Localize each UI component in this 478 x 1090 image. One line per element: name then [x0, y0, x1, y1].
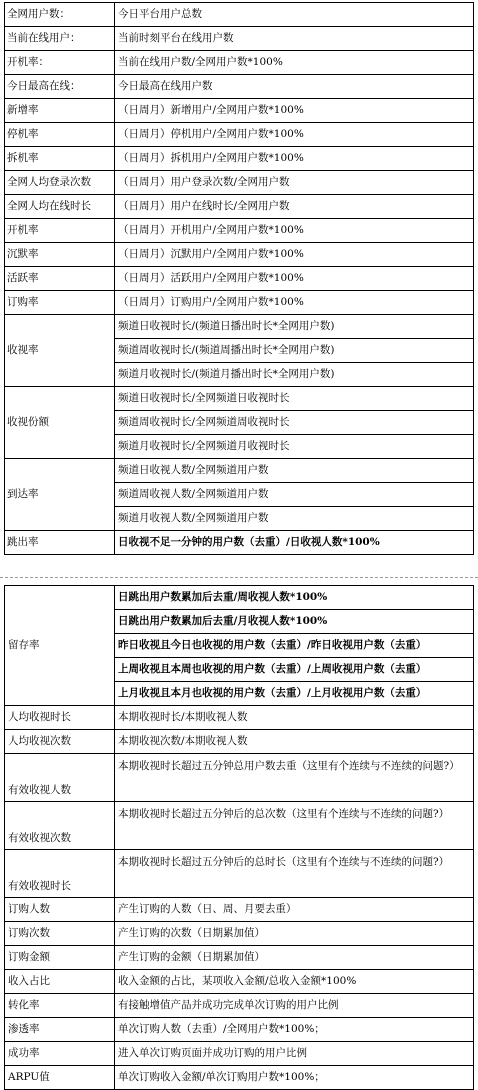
table-row [5, 51, 474, 75]
table-row [5, 586, 474, 610]
metric-name: 停机率 [5, 123, 115, 147]
metric-name: 转化率 [5, 994, 115, 1018]
metric-formula: （日周月）开机用户/全网用户数*100% [115, 219, 474, 243]
metric-name: 有效收视次数 [5, 802, 115, 850]
table-row [5, 387, 474, 411]
metric-formula: 本期收视时长超过五分钟后的总时长（这里有个连续与不连续的问题?） [115, 850, 474, 898]
metric-name: 新增率 [5, 99, 115, 123]
table-row [5, 99, 474, 123]
metric-formula: 日收视不足一分钟的用户数（去重）/日收视人数*100% [115, 531, 474, 555]
metric-formula: 当前时刻平台在线用户数 [115, 27, 474, 51]
table-row [5, 315, 474, 339]
table-row [5, 171, 474, 195]
table-row [5, 850, 474, 898]
metric-formula: 单次订购人数（去重）/全网用户数*100%； [115, 1018, 474, 1042]
metric-name: 渗透率 [5, 1018, 115, 1042]
metric-name: 订购率 [5, 291, 115, 315]
metric-formula: 进入单次订购页面并成功订购的用户比例 [115, 1042, 474, 1066]
metric-formula: 频道周收视时长/(频道周播出时长*全网用户数) [115, 339, 474, 363]
table-row [5, 219, 474, 243]
metric-formula: （日周月）用户在线时长/全网用户数 [115, 195, 474, 219]
metric-formula: 今日最高在线用户数 [115, 75, 474, 99]
metric-name: 全网人均登录次数 [5, 171, 115, 195]
table-row [5, 754, 474, 802]
metric-formula: 单次订购收入金额/单次订购用户数*100%； [115, 1066, 474, 1090]
table-row [5, 802, 474, 850]
metric-name [5, 586, 115, 706]
metric-formula: 昨日收视且今日也收视的用户数（去重）/昨日收视用户数（去重） [115, 634, 474, 658]
table-row [5, 1042, 474, 1066]
metric-formula: 当前在线用户数/全网用户数*100% [115, 51, 474, 75]
metric-formula: 有接触增值产品并成功完成单次订购的用户比例 [115, 994, 474, 1018]
metric-name: 人均收视次数 [5, 730, 115, 754]
table-row [5, 970, 474, 994]
metric-formula: （日周月）停机用户/全网用户数*100% [115, 123, 474, 147]
table-row [5, 195, 474, 219]
metric-name: 沉默率 [5, 243, 115, 267]
table-row [5, 243, 474, 267]
metric-name: 订购人数 [5, 898, 115, 922]
metric-name: 有效收视人数 [5, 754, 115, 802]
metric-formula: （日周月）拆机用户/全网用户数*100% [115, 147, 474, 171]
metric-formula: 日跳出用户数累加后去重/周收视人数*100% [115, 586, 474, 610]
metric-formula: （日周月）新增用户/全网用户数*100% [115, 99, 474, 123]
metric-formula: 产生订购的次数（日期累加值） [115, 922, 474, 946]
metric-name: 全网用户数： [5, 3, 115, 27]
page-break-divider [0, 577, 478, 578]
metric-name: 全网人均在线时长 [5, 195, 115, 219]
metric-formula: 频道日收视时长/(频道日播出时长*全网用户数) [115, 315, 474, 339]
metric-formula: 频道周收视人数/全网频道用户数 [115, 483, 474, 507]
metric-formula: 频道周收视时长/全网频道周收视时长 [115, 411, 474, 435]
metric-name: 到达率 [5, 459, 115, 531]
metric-name: 当前在线用户： [5, 27, 115, 51]
table-row [5, 898, 474, 922]
metric-name: 收视份额 [5, 387, 115, 459]
metric-name: 拆机率 [5, 147, 115, 171]
metric-formula: 日跳出用户数累加后去重/月收视人数*100% [115, 610, 474, 634]
table-row [5, 267, 474, 291]
table-row [5, 459, 474, 483]
metric-formula: 频道月收视时长/(频道月播出时长*全网用户数) [115, 363, 474, 387]
metric-name: 订购次数 [5, 922, 115, 946]
table-row [5, 1018, 474, 1042]
metric-name: ARPU值 [5, 1066, 115, 1090]
metric-formula: 本期收视时长超过五分钟后的总次数（这里有个连续与不连续的问题?） [115, 802, 474, 850]
metric-formula: 产生订购的金额（日期累加值） [115, 946, 474, 970]
metric-formula: （日周月）用户登录次数/全网用户数 [115, 171, 474, 195]
metric-formula: 产生订购的人数（日、周、月要去重） [115, 898, 474, 922]
table-row [5, 706, 474, 730]
metric-formula: 本期收视时长/本期收视人数 [115, 706, 474, 730]
metric-formula: （日周月）活跃用户/全网用户数*100% [115, 267, 474, 291]
metric-name: 开机率： [5, 51, 115, 75]
metric-name: 活跃率 [5, 267, 115, 291]
metric-formula: 本期收视时长超过五分钟总用户数去重（这里有个连续与不连续的问题?） [115, 754, 474, 802]
metric-formula: 上月收视且本月也收视的用户数（去重）/上月收视用户数（去重） [115, 682, 474, 706]
metric-formula: 频道月收视时长/全网频道月收视时长 [115, 435, 474, 459]
table-row [5, 730, 474, 754]
metric-formula: 本期收视次数/本期收视人数 [115, 730, 474, 754]
metric-name: 有效收视时长 [5, 850, 115, 898]
table-row [5, 994, 474, 1018]
metric-formula: 收入金额的占比，某项收入金额/总收入金额*100% [115, 970, 474, 994]
table-row [5, 27, 474, 51]
metric-name: 收入占比 [5, 970, 115, 994]
table-row [5, 922, 474, 946]
table-row [5, 3, 474, 27]
metric-name: 订购金额 [5, 946, 115, 970]
metric-formula: 上周收视且本周也收视的用户数（去重）/上周收视用户数（去重） [115, 658, 474, 682]
metric-formula: 今日平台用户总数 [115, 3, 474, 27]
table-row [5, 1066, 474, 1090]
metric-name-label: 留存率 [8, 639, 40, 651]
metric-name: 成功率 [5, 1042, 115, 1066]
metric-name: 今日最高在线： [5, 75, 115, 99]
metrics-table-top [4, 2, 474, 555]
metric-name: 开机率 [5, 219, 115, 243]
metric-formula: （日周月）沉默用户/全网用户数*100% [115, 243, 474, 267]
table-row [5, 147, 474, 171]
table-row [5, 75, 474, 99]
table-row [5, 946, 474, 970]
metric-formula: 频道日收视时长/全网频道日收视时长 [115, 387, 474, 411]
metric-name: 收视率 [5, 315, 115, 387]
metric-formula: 频道月收视人数/全网频道用户数 [115, 507, 474, 531]
metric-name: 人均收视时长 [5, 706, 115, 730]
table-row [5, 531, 474, 555]
metric-formula: （日周月）订购用户/全网用户数*100% [115, 291, 474, 315]
table-row [5, 291, 474, 315]
metric-formula: 频道日收视人数/全网频道用户数 [115, 459, 474, 483]
metrics-table-bottom [4, 585, 474, 1090]
table-row [5, 123, 474, 147]
metric-name: 跳出率 [5, 531, 115, 555]
